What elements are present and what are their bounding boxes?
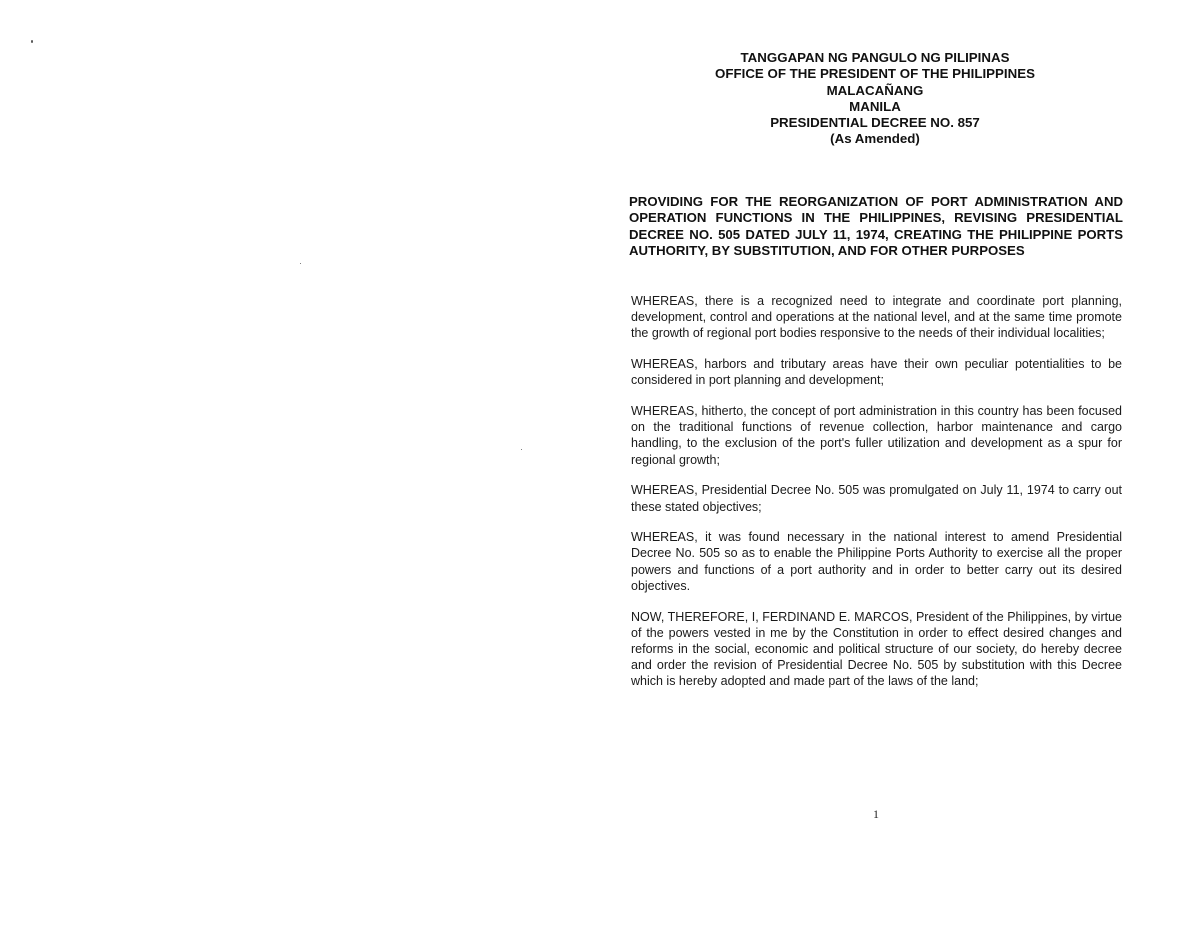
whereas-paragraph: WHEREAS, Presidential Decree No. 505 was promulgated on July 11, 1974 to carry out these stated objectives; (631, 483, 1122, 514)
page-number: 1 (873, 807, 879, 821)
decree-body (631, 293, 1122, 704)
header-palace: MALACAÑANG (826, 82, 924, 98)
scan-speck (31, 40, 33, 43)
whereas-paragraph: WHEREAS, hitherto, the concept of port administration in this country has been focused on the traditional functions of revenue collection, harbor maintenance and cargo handling, to the exclusion of the port's fuller utilization and development as a spur for regional growth; (631, 404, 1122, 467)
decree-title: PROVIDING FOR THE REORGANIZATION OF PORT ADMINISTRATION AND OPERATION FUNCTIONS IN THE PHILIPPINES, REVISING PRESIDENTIAL DECREE NO. 505 DATED JULY 11, 1974, CREATING THE PHILIPPINE PORTS AUTHORITY, BY SUBSTITUTION, AND FOR OTHER PURPOSES (629, 194, 1123, 259)
scan-speck (521, 449, 522, 450)
decree-number: PRESIDENTIAL DECREE NO. 857 (770, 115, 980, 131)
whereas-paragraph: WHEREAS, harbors and tributary areas have their own peculiar potentialities to be considered in port planning and development; (631, 357, 1122, 388)
whereas-paragraph: WHEREAS, it was found necessary in the national interest to amend Presidential Decree No. 505 so as to enable the Philippine Ports Authority to exercise all the proper powers and functions of a port authority and in order to better carry out its desired objectives. (631, 530, 1122, 593)
whereas-paragraph: WHEREAS, there is a recognized need to integrate and coordinate port planning, development, control and operations at the national level, and at the same time promote the growth of regional port bodies responsive to the needs of their individual localities; (631, 294, 1122, 341)
header-office-filipino: TANGGAPAN NG PANGULO NG PILIPINAS (740, 50, 1010, 65)
header-office-english: OFFICE OF THE PRESIDENT OF THE PHILIPPINES (715, 66, 1035, 82)
document-header (628, 50, 1122, 148)
header-city: MANILA (849, 98, 901, 114)
amendment-note: (As Amended) (830, 131, 920, 147)
now-therefore-paragraph: NOW, THEREFORE, I, FERDINAND E. MARCOS, President of the Philippines, by virtue of the powers vested in me by the Constitution in order to effect desired changes and reforms in the social, economic and political structure of our society, do hereby decree and order the revision of Presidential Decree No. 505 by substitution with this Decree which is hereby adopted and made part of the laws of the land; (631, 609, 1122, 689)
scan-speck (300, 263, 301, 264)
